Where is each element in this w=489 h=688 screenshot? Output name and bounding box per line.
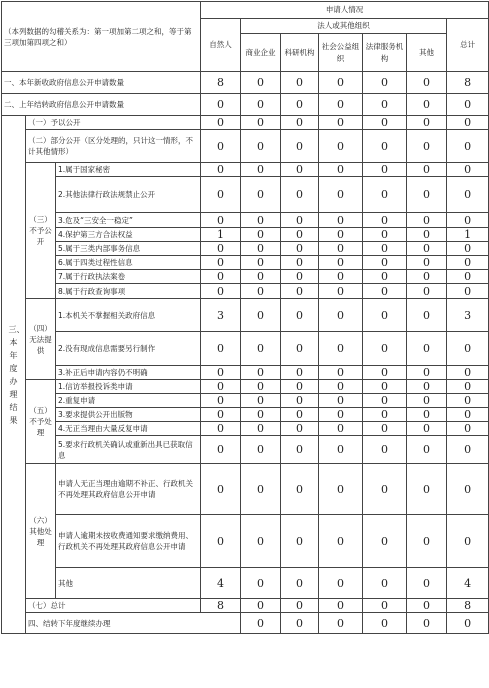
group6-title: （六）其他处理 bbox=[26, 464, 56, 599]
cell: 0 bbox=[407, 72, 447, 94]
cell: 0 bbox=[407, 163, 447, 177]
cell: 0 bbox=[201, 408, 241, 422]
cell: 0 bbox=[447, 422, 489, 436]
cell: 0 bbox=[281, 515, 319, 568]
cell: 0 bbox=[201, 366, 241, 380]
row-label: 1.属于国家秘密 bbox=[56, 163, 201, 177]
cell: 0 bbox=[447, 408, 489, 422]
cell: 0 bbox=[319, 380, 363, 394]
cell: 0 bbox=[241, 394, 281, 408]
cell: 0 bbox=[241, 228, 281, 242]
cell: 0 bbox=[407, 408, 447, 422]
header-other: 其他 bbox=[407, 34, 447, 72]
cell: 0 bbox=[363, 408, 407, 422]
cell: 4 bbox=[201, 568, 241, 599]
cell: 0 bbox=[281, 332, 319, 366]
cell: 0 bbox=[319, 256, 363, 270]
cell: 0 bbox=[363, 94, 407, 116]
table-row bbox=[2, 408, 489, 422]
row-label: 1.本机关不掌握相关政府信息 bbox=[56, 299, 201, 332]
cell: 0 bbox=[447, 380, 489, 394]
cell: 0 bbox=[201, 380, 241, 394]
cell: 0 bbox=[281, 116, 319, 130]
cell: 0 bbox=[281, 613, 319, 634]
row-label: 申请人无正当理由逾期不补正、行政机关不再处理其政府信息公开申请 bbox=[56, 464, 201, 515]
cell: 0 bbox=[363, 394, 407, 408]
cell: 3 bbox=[201, 299, 241, 332]
table-row bbox=[2, 613, 489, 634]
cell: 0 bbox=[241, 242, 281, 256]
cell: 0 bbox=[201, 163, 241, 177]
cell: 0 bbox=[363, 228, 407, 242]
header-social: 社会公益组织 bbox=[319, 34, 363, 72]
cell: 1 bbox=[201, 228, 241, 242]
cell: 0 bbox=[281, 380, 319, 394]
row-label: 6.属于四类过程性信息 bbox=[56, 256, 201, 270]
cell: 0 bbox=[363, 380, 407, 394]
cell: 0 bbox=[201, 256, 241, 270]
cell: 0 bbox=[363, 116, 407, 130]
group4-title: （四）无法提供 bbox=[26, 299, 56, 380]
cell: 0 bbox=[201, 94, 241, 116]
header-legal-service: 法律服务机构 bbox=[363, 34, 407, 72]
table-row bbox=[2, 332, 489, 366]
cell: 0 bbox=[319, 599, 363, 613]
cell: 0 bbox=[281, 270, 319, 284]
cell: 0 bbox=[407, 270, 447, 284]
cell: 0 bbox=[319, 568, 363, 599]
cell: 0 bbox=[281, 256, 319, 270]
cell: 0 bbox=[447, 213, 489, 228]
cell: 0 bbox=[281, 394, 319, 408]
cell: 0 bbox=[241, 380, 281, 394]
cell: 0 bbox=[201, 515, 241, 568]
cell: 0 bbox=[319, 228, 363, 242]
header-total: 总计 bbox=[447, 19, 489, 72]
cell: 0 bbox=[241, 163, 281, 177]
table-row bbox=[2, 256, 489, 270]
cell: 0 bbox=[447, 464, 489, 515]
cell: 0 bbox=[241, 515, 281, 568]
row-label: 3.补正后申请内容仍不明确 bbox=[56, 366, 201, 380]
table-row bbox=[2, 299, 489, 332]
cell: 0 bbox=[241, 568, 281, 599]
cell: 0 bbox=[201, 332, 241, 366]
header-research: 科研机构 bbox=[281, 34, 319, 72]
cell: 0 bbox=[363, 284, 407, 299]
row-label: 3.危及“三安全一稳定” bbox=[56, 213, 201, 228]
cell: 0 bbox=[201, 436, 241, 464]
cell: 0 bbox=[201, 242, 241, 256]
cell: 0 bbox=[201, 213, 241, 228]
table-row bbox=[2, 177, 489, 213]
cell: 0 bbox=[363, 332, 407, 366]
row-label: 8.属于行政查询事项 bbox=[56, 284, 201, 299]
table-row bbox=[2, 228, 489, 242]
cell: 0 bbox=[407, 284, 447, 299]
cell: 0 bbox=[241, 436, 281, 464]
cell: 0 bbox=[319, 366, 363, 380]
cell: 0 bbox=[281, 72, 319, 94]
header-applicant: 申请人情况 bbox=[201, 2, 489, 19]
cell: 0 bbox=[363, 515, 407, 568]
cell: 0 bbox=[407, 436, 447, 464]
cell: 0 bbox=[363, 130, 407, 163]
cell: 0 bbox=[281, 408, 319, 422]
cell: 0 bbox=[407, 332, 447, 366]
row-label: 5.要求行政机关确认或重新出具已获取信息 bbox=[56, 436, 201, 464]
cell: 0 bbox=[407, 464, 447, 515]
cell: 0 bbox=[407, 366, 447, 380]
cell: 0 bbox=[281, 436, 319, 464]
cell: 0 bbox=[281, 163, 319, 177]
cell: 8 bbox=[447, 72, 489, 94]
row-label: 3.要求提供公开出版物 bbox=[56, 408, 201, 422]
cell: 0 bbox=[407, 228, 447, 242]
cell: 0 bbox=[363, 299, 407, 332]
table-row bbox=[2, 163, 489, 177]
cell: 0 bbox=[281, 366, 319, 380]
cell: 0 bbox=[319, 116, 363, 130]
cell: 0 bbox=[241, 408, 281, 422]
cell: 0 bbox=[241, 464, 281, 515]
cell: 0 bbox=[407, 94, 447, 116]
cell: 0 bbox=[281, 228, 319, 242]
table-row bbox=[2, 94, 489, 116]
row-label: 申请人逾期未按收费通知要求缴纳费用、行政机关不再处理其政府信息公开申请 bbox=[56, 515, 201, 568]
cell: 0 bbox=[241, 256, 281, 270]
cell: 0 bbox=[447, 242, 489, 256]
cell: 0 bbox=[319, 94, 363, 116]
cell: 0 bbox=[407, 380, 447, 394]
row-label: 7.属于行政执法案卷 bbox=[56, 270, 201, 284]
cell: 0 bbox=[201, 130, 241, 163]
cell: 0 bbox=[447, 163, 489, 177]
table-row bbox=[2, 366, 489, 380]
cell: 0 bbox=[407, 177, 447, 213]
table-row bbox=[2, 515, 489, 568]
cell: 0 bbox=[281, 284, 319, 299]
table-row bbox=[2, 380, 489, 394]
cell: 0 bbox=[407, 256, 447, 270]
row-label: 二、上年结转政府信息公开申请数量 bbox=[2, 94, 201, 116]
cell: 0 bbox=[201, 422, 241, 436]
cell: 0 bbox=[241, 116, 281, 130]
gov-info-disclosure-table bbox=[1, 1, 489, 634]
header-note: （本列数据的勾稽关系为：第一项加第二项之和，等于第三项加第四项之和） bbox=[2, 2, 201, 72]
cell: 0 bbox=[447, 270, 489, 284]
section3-title: 三、本年度办理结果 bbox=[2, 116, 26, 634]
cell: 0 bbox=[241, 284, 281, 299]
cell: 0 bbox=[363, 366, 407, 380]
header-natural-person: 自然人 bbox=[201, 19, 241, 72]
header-commercial: 商业企业 bbox=[241, 34, 281, 72]
row-label: 2.重复申请 bbox=[56, 394, 201, 408]
row-label: 四、结转下年度继续办理 bbox=[26, 613, 241, 634]
cell: 0 bbox=[241, 94, 281, 116]
cell: 0 bbox=[447, 394, 489, 408]
cell: 0 bbox=[281, 213, 319, 228]
cell: 0 bbox=[281, 94, 319, 116]
cell: 0 bbox=[241, 599, 281, 613]
cell: 0 bbox=[363, 72, 407, 94]
cell: 0 bbox=[241, 332, 281, 366]
cell: 0 bbox=[363, 464, 407, 515]
cell: 0 bbox=[201, 270, 241, 284]
table-row bbox=[2, 116, 489, 130]
cell: 0 bbox=[363, 436, 407, 464]
cell: 0 bbox=[281, 599, 319, 613]
row-label: 2.其他法律行政法规禁止公开 bbox=[56, 177, 201, 213]
cell: 0 bbox=[281, 422, 319, 436]
cell: 0 bbox=[407, 515, 447, 568]
cell: 0 bbox=[447, 366, 489, 380]
cell: 0 bbox=[407, 599, 447, 613]
cell: 0 bbox=[363, 177, 407, 213]
header-legal-group: 法人或其他组织 bbox=[241, 19, 447, 34]
cell: 0 bbox=[319, 394, 363, 408]
row-label: （二）部分公开（区分处理的，只计这一情形，不计其他情形） bbox=[26, 130, 201, 163]
cell: 0 bbox=[319, 130, 363, 163]
row-label: 一、本年新收政府信息公开申请数量 bbox=[2, 72, 201, 94]
cell: 0 bbox=[447, 332, 489, 366]
table-row bbox=[2, 436, 489, 464]
row-label: 2.没有现成信息需要另行制作 bbox=[56, 332, 201, 366]
table-row bbox=[2, 464, 489, 515]
cell: 0 bbox=[281, 130, 319, 163]
cell: 0 bbox=[281, 568, 319, 599]
table-row bbox=[2, 394, 489, 408]
row-label: （七）总计 bbox=[26, 599, 201, 613]
cell: 0 bbox=[241, 299, 281, 332]
cell: 0 bbox=[447, 177, 489, 213]
row-label: 5.属于三类内部事务信息 bbox=[56, 242, 201, 256]
cell: 0 bbox=[319, 72, 363, 94]
cell: 0 bbox=[447, 116, 489, 130]
cell: 0 bbox=[447, 256, 489, 270]
cell: 0 bbox=[407, 422, 447, 436]
cell: 0 bbox=[407, 116, 447, 130]
cell: 0 bbox=[319, 408, 363, 422]
cell: 0 bbox=[363, 242, 407, 256]
table-row bbox=[2, 599, 489, 613]
table-row bbox=[2, 270, 489, 284]
cell: 0 bbox=[407, 299, 447, 332]
cell: 0 bbox=[447, 284, 489, 299]
cell: 0 bbox=[447, 515, 489, 568]
cell: 0 bbox=[363, 422, 407, 436]
cell: 0 bbox=[363, 163, 407, 177]
cell: 0 bbox=[319, 332, 363, 366]
cell: 1 bbox=[447, 228, 489, 242]
table-row bbox=[2, 422, 489, 436]
cell: 0 bbox=[407, 613, 447, 634]
cell: 0 bbox=[447, 613, 489, 634]
cell: 0 bbox=[319, 177, 363, 213]
cell: 0 bbox=[241, 213, 281, 228]
row-label: 1.信访举报投诉类申请 bbox=[56, 380, 201, 394]
cell: 0 bbox=[319, 299, 363, 332]
group5-title: （五）不予处理 bbox=[26, 380, 56, 464]
cell: 0 bbox=[407, 394, 447, 408]
cell: 0 bbox=[319, 613, 363, 634]
group3-title: （三）不予公开 bbox=[26, 163, 56, 299]
cell: 0 bbox=[241, 177, 281, 213]
cell: 0 bbox=[319, 515, 363, 568]
cell: 0 bbox=[363, 256, 407, 270]
cell: 0 bbox=[201, 116, 241, 130]
cell: 0 bbox=[407, 213, 447, 228]
cell: 0 bbox=[363, 613, 407, 634]
cell: 0 bbox=[201, 394, 241, 408]
cell: 0 bbox=[363, 568, 407, 599]
cell: 3 bbox=[447, 299, 489, 332]
table-row bbox=[2, 284, 489, 299]
table-row bbox=[2, 130, 489, 163]
cell: 0 bbox=[407, 130, 447, 163]
cell: 0 bbox=[281, 464, 319, 515]
cell: 0 bbox=[363, 213, 407, 228]
cell: 0 bbox=[447, 94, 489, 116]
cell: 0 bbox=[241, 72, 281, 94]
cell: 0 bbox=[319, 422, 363, 436]
cell: 0 bbox=[201, 464, 241, 515]
cell: 8 bbox=[201, 72, 241, 94]
cell: 0 bbox=[319, 270, 363, 284]
cell: 0 bbox=[201, 177, 241, 213]
cell: 8 bbox=[201, 599, 241, 613]
table-row bbox=[2, 242, 489, 256]
cell: 8 bbox=[447, 599, 489, 613]
cell: 0 bbox=[363, 270, 407, 284]
cell: 0 bbox=[241, 613, 281, 634]
cell: 0 bbox=[281, 242, 319, 256]
cell: 0 bbox=[319, 242, 363, 256]
cell: 0 bbox=[281, 299, 319, 332]
cell: 0 bbox=[407, 242, 447, 256]
cell: 0 bbox=[241, 366, 281, 380]
cell: 0 bbox=[241, 270, 281, 284]
cell: 0 bbox=[447, 130, 489, 163]
cell: 0 bbox=[281, 177, 319, 213]
cell: 4 bbox=[447, 568, 489, 599]
cell: 0 bbox=[319, 213, 363, 228]
row-label: （一）予以公开 bbox=[26, 116, 201, 130]
cell: 0 bbox=[319, 284, 363, 299]
cell: 0 bbox=[447, 436, 489, 464]
cell: 0 bbox=[201, 284, 241, 299]
row-label: 4.保护第三方合法权益 bbox=[56, 228, 201, 242]
table-row bbox=[2, 213, 489, 228]
cell: 0 bbox=[363, 599, 407, 613]
cell: 0 bbox=[407, 568, 447, 599]
cell: 0 bbox=[319, 163, 363, 177]
row-label: 其他 bbox=[56, 568, 201, 599]
table-row bbox=[2, 72, 489, 94]
row-label: 4.无正当理由大量反复申请 bbox=[56, 422, 201, 436]
cell: 0 bbox=[319, 464, 363, 515]
cell: 0 bbox=[319, 436, 363, 464]
cell: 0 bbox=[241, 422, 281, 436]
cell: 0 bbox=[241, 130, 281, 163]
table-row bbox=[2, 568, 489, 599]
